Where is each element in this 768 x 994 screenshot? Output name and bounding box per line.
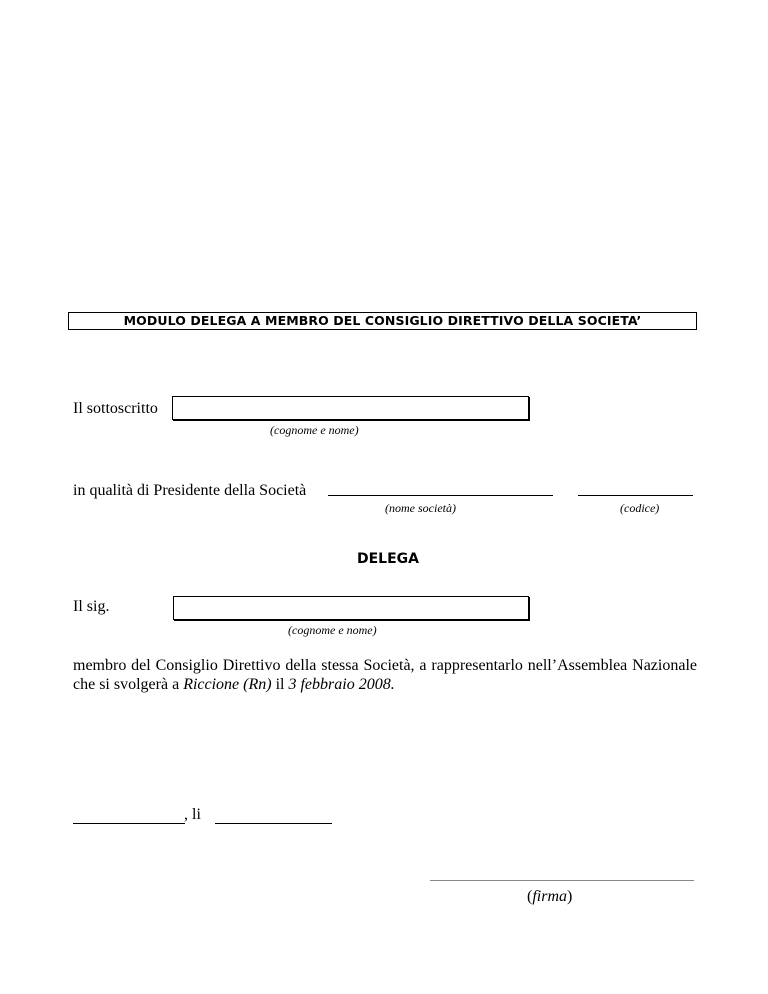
- undersigned-name-field[interactable]: [172, 396, 529, 420]
- place-date-separator: , li: [184, 806, 201, 823]
- undersigned-caption: (cognome e nome): [270, 423, 359, 437]
- form-title: MODULO DELEGA A MEMBRO DEL CONSIGLIO DIRETTIVO DELLA SOCIETA’: [68, 312, 697, 330]
- undersigned-label: Il sottoscritto: [73, 400, 158, 417]
- paragraph-date: 3 febbraio 2008.: [288, 676, 395, 693]
- company-code-line[interactable]: [578, 495, 693, 496]
- signature-caption: [527, 888, 572, 906]
- paragraph-text-1: membro del Consiglio Direttivo della stessa Società, a rappresentarlo nell’Assemblea Nazionale che si svolgerà a: [73, 657, 697, 693]
- company-name-caption: (nome società): [385, 501, 456, 515]
- place-line[interactable]: [73, 823, 185, 824]
- president-label: in qualità di Presidente della Società: [73, 482, 307, 499]
- signature-open-paren: (: [527, 888, 533, 905]
- delegation-paragraph: [73, 656, 697, 694]
- signature-close-paren: ): [567, 888, 573, 905]
- delegation-heading: DELEGA: [357, 551, 419, 567]
- paragraph-text-2: il: [271, 676, 289, 693]
- delegate-caption: (cognome e nome): [288, 623, 377, 637]
- delegate-label: Il sig.: [73, 598, 110, 615]
- company-code-caption: (codice): [620, 501, 660, 515]
- date-line[interactable]: [215, 823, 332, 824]
- delegate-name-field[interactable]: [173, 596, 529, 620]
- company-name-line[interactable]: [328, 495, 553, 496]
- signature-line[interactable]: [430, 880, 694, 881]
- signature-label: firma: [532, 888, 567, 905]
- paragraph-place: Riccione (Rn): [183, 676, 272, 693]
